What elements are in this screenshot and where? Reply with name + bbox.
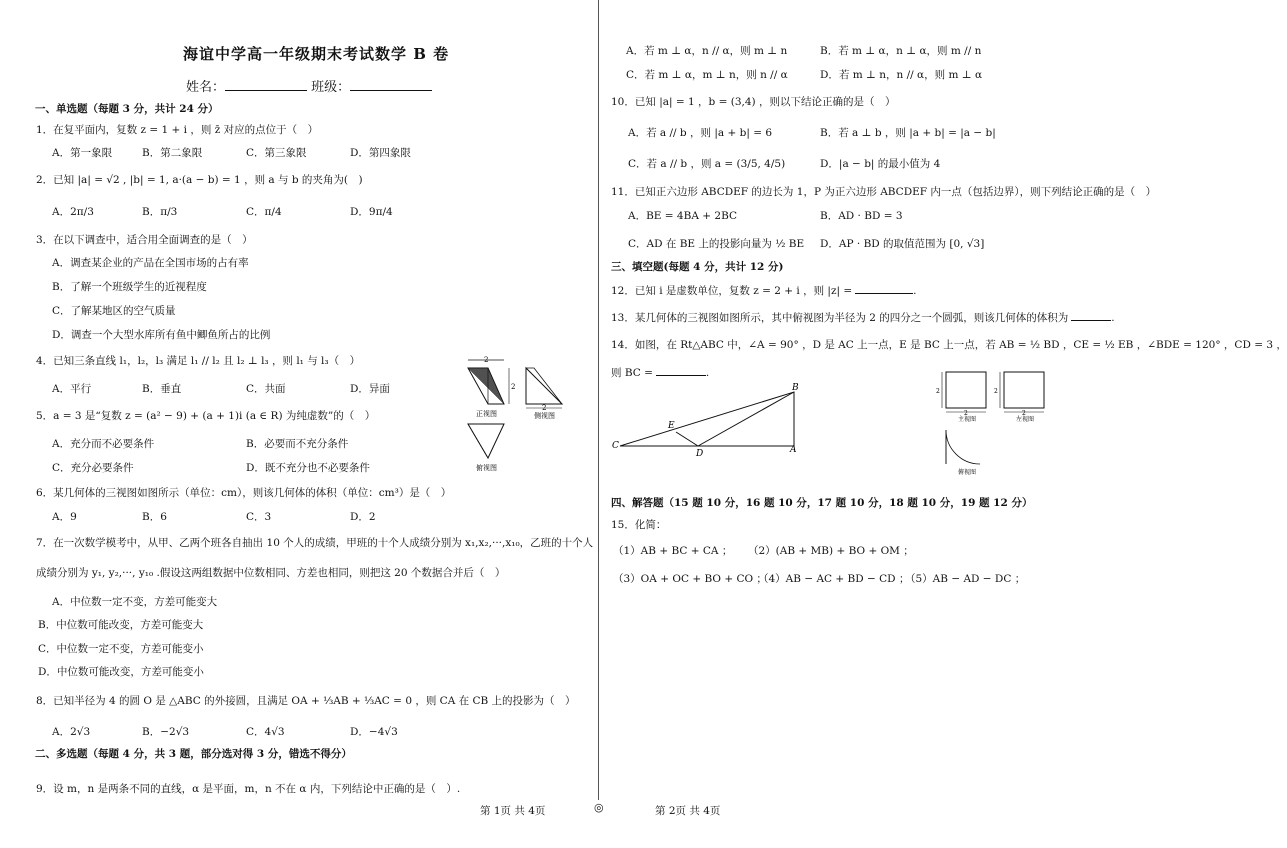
exam-title: 海谊中学高一年级期末考试数学 B 卷 (183, 45, 450, 63)
q7-option-a: A．中位数一定不变，方差可能变大 (52, 596, 218, 608)
question-3: 3．在以下调查中，适合用全面调查的是（ ） (36, 234, 253, 246)
q3-option-d: D．调查一个大型水库所有鱼中鲫鱼所占的比例 (52, 329, 271, 341)
question-10: 10．已知 |a| = 1 ，b = (3,4) ，则以下结论正确的是（ ） (611, 96, 896, 108)
q5-option-d: D．既不充分也不必要条件 (246, 462, 370, 474)
q7-option-d: D．中位数可能改变，方差可能变小 (38, 666, 204, 678)
q6-dim-height: 2 (511, 383, 516, 391)
q6-three-view-figure (462, 352, 574, 474)
q9-option-b: B．若 m ⊥ α，n ⊥ α，则 m // n (820, 45, 982, 57)
question-5: 5．a = 3 是“复数 z = (a² − 9) + (a + 1)i (a ∈ R) 为纯虚数”的（ ） (36, 410, 376, 422)
q5-option-c: C．充分必要条件 (52, 462, 134, 474)
q10-option-d: D．|a − b| 的最小值为 4 (820, 158, 941, 170)
q13-dim-front-h: 2 (936, 388, 940, 395)
q6-option-a: A．9 (52, 511, 77, 523)
q6-option-d: D．2 (350, 511, 376, 523)
q13-top-view (946, 430, 980, 476)
page-number-1: 第 1页 共 4页 (480, 805, 546, 817)
question-13-text: 13．某几何体的三视图如图所示，其中俯视图为半径为 2 的四分之一个圆弧，则该几何体的体积为 (611, 312, 1069, 324)
q8-option-c: C．4√3 (246, 726, 285, 738)
q3-option-c: C．了解某地区的空气质量 (52, 305, 176, 317)
q2-option-d: D．9π/4 (350, 206, 393, 218)
q13-front-label: 主视图 (958, 416, 977, 423)
q9-option-c: C．若 m ⊥ α，m ⊥ n，则 n // α (626, 69, 788, 81)
question-8: 8．已知半径为 4 的圆 O 是 △ABC 的外接圆，且满足 OA + ⅓AB + ⅓AC = 0 ，则 CA 在 CB 上的投影为（ ） (36, 695, 576, 707)
q1-option-b: B．第二象限 (142, 147, 203, 159)
q3-option-a: A．调查某企业的产品在全国市场的占有率 (52, 257, 249, 269)
label-a: A (790, 445, 797, 455)
label-e: E (668, 421, 675, 431)
q14-answer-blank[interactable] (656, 375, 706, 376)
q13-dim-left-h: 2 (994, 388, 998, 395)
q6-side-label: 侧视图 (534, 412, 555, 420)
q15-part-5: （5）AB − AD − DC ； (905, 573, 1026, 585)
q2-option-c: C．π/4 (246, 206, 282, 218)
question-15: 15．化简： (611, 519, 667, 531)
q11-option-d: D．AP · BD 的取值范围为 [0, √3] (820, 238, 985, 250)
question-13: 13．某几何体的三视图如图所示，其中俯视图为半径为 2 的四分之一个圆弧，则该几何体的体积为 . (611, 312, 1115, 324)
class-label: 班级： (311, 80, 351, 95)
q6-top-view (468, 424, 504, 472)
question-12-text: 12．已知 i 是虚数单位，复数 z = 2 + i ，则 |z| = (611, 285, 853, 297)
label-b: B (792, 383, 799, 393)
q6-side-view (526, 368, 562, 420)
q6-dim-side: 2 (542, 404, 547, 412)
section-1-heading: 一、单选题（每题 3 分，共计 24 分） (35, 103, 219, 115)
q4-option-d: D．异面 (350, 383, 390, 395)
q15-part-3: （3）OA + OC + BO + CO ； (613, 573, 767, 585)
name-blank[interactable] (225, 90, 307, 91)
q1-option-d: D．第四象限 (350, 147, 411, 159)
question-2: 2．已知 |a| = √2 , |b| = 1, a·(a − b) = 1 ，则 a 与 b 的夹角为( ) (36, 174, 363, 186)
q2-option-a: A．2π/3 (52, 206, 94, 218)
page-divider (598, 0, 599, 800)
q14-triangle-figure (610, 380, 806, 458)
question-7-line-1: 7．在一次数学模考中，从甲、乙两个班各自抽出 10 个人的成绩，甲班的十个人成绩分别为 x₁,x₂,···,x₁₀，乙班的十个人 (36, 537, 594, 549)
question-14: 14．如图，在 Rt△ABC 中，∠A = 90° ，D 是 AC 上一点，E 是 BC 上一点，若 AB = ½ BD ，CE = ½ EB ，∠BDE = 120° ，CD = 3 ， (611, 339, 1287, 351)
section-4-heading: 四、解答题（15 题 10 分，16 题 10 分，17 题 10 分，18 题 10 分，19 题 12 分） (611, 497, 1033, 509)
q10-option-c: C．若 a // b ，则 a = (3/5, 4/5) (628, 158, 786, 170)
q2-option-b: B．π/3 (142, 206, 178, 218)
q10-option-a: A．若 a // b ，则 |a + b| = 6 (628, 127, 773, 139)
q6-top-label: 俯视图 (476, 464, 497, 472)
q3-option-b: B．了解一个班级学生的近视程度 (52, 281, 207, 293)
class-blank[interactable] (350, 90, 432, 91)
q1-option-c: C．第三象限 (246, 147, 307, 159)
question-1: 1．在复平面内，复数 z = 1 + i ，则 z̄ 对应的点位于（ ） (36, 124, 319, 136)
q10-option-b: B．若 a ⊥ b ，则 |a + b| = |a − b| (820, 127, 996, 139)
q15-part-2: （2）(AB + MB) + BO + OM ； (748, 545, 914, 557)
q1-option-a: A．第一象限 (52, 147, 113, 159)
label-d: D (696, 449, 704, 459)
q15-part-4: （4）AB − AC + BD − CD ； (758, 573, 910, 585)
q6-dim-top: 2 (484, 356, 489, 364)
q13-answer-blank[interactable] (1071, 320, 1111, 321)
question-12: 12．已知 i 是虚数单位，复数 z = 2 + i ，则 |z| = . (611, 285, 917, 297)
question-6: 6．某几何体的三视图如图所示（单位：cm），则该几何体的体积（单位：cm³）是（ ） (36, 487, 452, 499)
section-3-heading: 三、填空题(每题 4 分，共计 12 分) (611, 261, 784, 273)
name-field (186, 76, 432, 95)
q6-front-label: 正视图 (476, 410, 497, 418)
q8-option-a: A．2√3 (52, 726, 91, 738)
q13-dim-left-w: 2 (1022, 410, 1026, 417)
q11-option-a: A．BE = 4BA + 2BC (628, 210, 738, 222)
q4-option-c: C．共面 (246, 383, 286, 395)
q13-three-view-figure (936, 368, 1048, 476)
question-14b-text: 则 BC = (611, 367, 653, 379)
question-11: 11．已知正六边形 ABCDEF 的边长为 1，P 为正六边形 ABCDEF 内一点（包括边界），则下列结论正确的是（ ） (611, 186, 1157, 198)
q13-dim-front-w: 2 (964, 410, 968, 417)
q11-option-c: C．AD 在 BE 上的投影向量为 ½ BE (628, 238, 805, 250)
page-number-2: 第 2页 共 4页 (655, 805, 721, 817)
q13-left-view (994, 372, 1044, 423)
q7-option-c: C．中位数一定不变，方差可能变小 (38, 643, 204, 655)
label-c: C (612, 441, 619, 451)
question-4: 4．已知三条直线 l₁，l₂，l₃ 满足 l₁ // l₂ 且 l₂ ⊥ l₃ ，则 l₁ 与 l₃（ ） (36, 355, 361, 367)
q6-option-b: B．6 (142, 511, 167, 523)
binding-mark: ◎ (594, 801, 604, 814)
q12-answer-blank[interactable] (855, 293, 913, 294)
q5-option-b: B．必要而不充分条件 (246, 438, 349, 450)
q8-option-d: D．−4√3 (350, 726, 398, 738)
question-7-line-2: 成绩分别为 y₁, y₂,···, y₁₀ .假设这两组数据中位数相同、方差也相同，则把这 20 个数据合并后（ ） (36, 567, 506, 579)
q8-option-b: B．−2√3 (142, 726, 190, 738)
q13-front-view (936, 372, 986, 423)
q9-option-d: D．若 m ⊥ n，n // α，则 m ⊥ α (820, 69, 983, 81)
name-label: 姓名： (186, 80, 226, 95)
q4-option-a: A．平行 (52, 383, 92, 395)
q6-option-c: C．3 (246, 511, 272, 523)
question-9: 9．设 m，n 是两条不同的直线，α 是平面，m，n 不在 α 内，下列结论中正确的是（ ）. (36, 783, 461, 795)
q6-front-view (468, 356, 515, 418)
q13-left-label: 左视图 (1016, 416, 1035, 423)
q13-top-label: 俯视图 (958, 469, 977, 476)
q9-option-a: A．若 m ⊥ α，n // α，则 m ⊥ n (626, 45, 788, 57)
q7-option-b: B．中位数可能改变，方差可能变大 (38, 619, 204, 631)
q5-option-a: A．充分而不必要条件 (52, 438, 155, 450)
q11-option-b: B．AD · BD = 3 (820, 210, 903, 222)
q15-part-1: （1）AB + BC + CA ； (613, 545, 733, 557)
section-2-heading: 二、多选题（每题 4 分，共 3 题，部分选对得 3 分，错选不得分） (35, 748, 352, 760)
q4-option-b: B．垂直 (142, 383, 182, 395)
question-14-line-2: 则 BC = . (611, 367, 710, 379)
